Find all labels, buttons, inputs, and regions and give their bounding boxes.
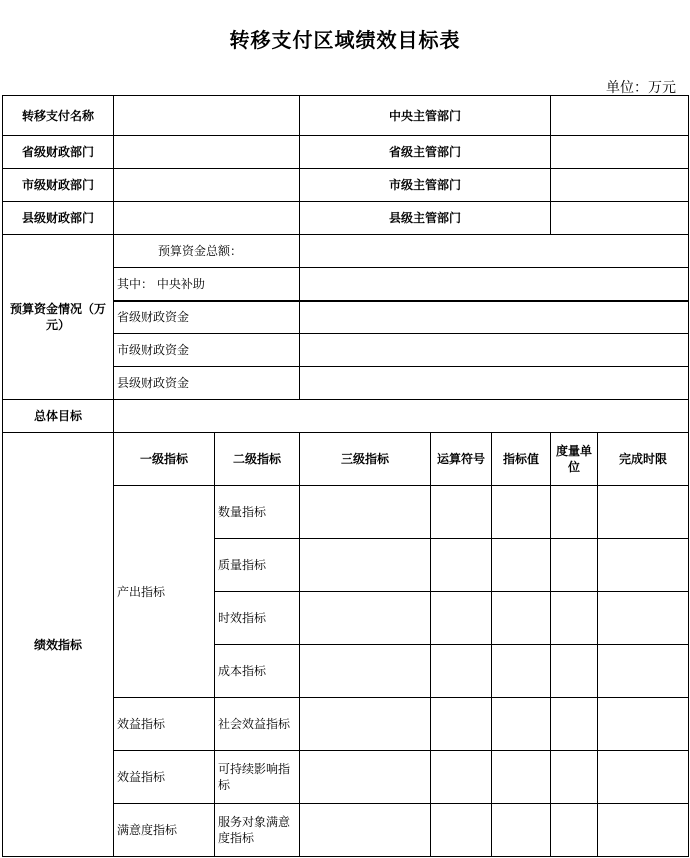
operator-cell[interactable] — [431, 592, 492, 645]
provincial-finance-label: 省级财政部门 — [3, 136, 114, 169]
sustainable-indicator-label: 可持续影响指标 — [215, 751, 300, 804]
level3-cell[interactable] — [300, 804, 431, 857]
deadline-cell[interactable] — [598, 804, 689, 857]
city-dept-label: 市级主管部门 — [300, 169, 551, 202]
level3-cell[interactable] — [300, 751, 431, 804]
deadline-cell[interactable] — [598, 698, 689, 751]
deadline-cell[interactable] — [598, 751, 689, 804]
central-subsidy-value[interactable] — [300, 268, 689, 301]
table-row — [3, 96, 689, 136]
operator-cell[interactable] — [431, 751, 492, 804]
deadline-cell[interactable] — [598, 539, 689, 592]
value-cell[interactable] — [492, 592, 551, 645]
header-level1: 一级指标 — [114, 433, 215, 486]
benefit-indicator-label: 效益指标 — [114, 698, 215, 751]
unit-cell[interactable] — [551, 751, 598, 804]
value-cell[interactable] — [492, 645, 551, 698]
central-subsidy-label: 其中： 中央补助 — [114, 268, 300, 301]
unit-cell[interactable] — [551, 804, 598, 857]
value-cell[interactable] — [492, 698, 551, 751]
provincial-finance-value[interactable] — [114, 136, 300, 169]
value-cell[interactable] — [492, 804, 551, 857]
header-level2: 二级指标 — [215, 433, 300, 486]
unit-cell[interactable] — [551, 698, 598, 751]
overall-goal-value[interactable] — [114, 400, 689, 433]
level3-cell[interactable] — [300, 539, 431, 592]
budget-total-label: 预算资金总额： — [114, 235, 300, 268]
unit-cell[interactable] — [551, 645, 598, 698]
central-dept-value[interactable] — [551, 96, 689, 136]
unit-cell[interactable] — [551, 486, 598, 539]
level3-cell[interactable] — [300, 698, 431, 751]
table-row — [3, 400, 689, 433]
output-indicator-label: 产出指标 — [114, 486, 215, 698]
satisfaction-indicator-label: 满意度指标 — [114, 804, 215, 857]
value-cell[interactable] — [492, 751, 551, 804]
timeliness-indicator-label: 时效指标 — [215, 592, 300, 645]
level3-cell[interactable] — [300, 486, 431, 539]
central-dept-label: 中央主管部门 — [300, 96, 551, 136]
county-finance-label: 县级财政部门 — [3, 202, 114, 235]
value-cell[interactable] — [492, 539, 551, 592]
deadline-cell[interactable] — [598, 486, 689, 539]
overall-goal-label: 总体目标 — [3, 400, 114, 433]
provincial-dept-label: 省级主管部门 — [300, 136, 551, 169]
operator-cell[interactable] — [431, 698, 492, 751]
performance-goal-table — [2, 95, 689, 857]
level3-cell[interactable] — [300, 645, 431, 698]
city-funds-value[interactable] — [300, 334, 689, 367]
header-level3: 三级指标 — [300, 433, 431, 486]
quality-indicator-label: 质量指标 — [215, 539, 300, 592]
unit-label: 单位：万元 — [606, 80, 676, 96]
county-finance-value[interactable] — [114, 202, 300, 235]
deadline-cell[interactable] — [598, 645, 689, 698]
operator-cell[interactable] — [431, 539, 492, 592]
social-benefit-indicator-label: 社会效益指标 — [215, 698, 300, 751]
header-measure-unit: 度量单位 — [551, 433, 598, 486]
budget-total-value[interactable] — [300, 235, 689, 268]
header-value: 指标值 — [492, 433, 551, 486]
table-row — [3, 235, 689, 268]
county-dept-label: 县级主管部门 — [300, 202, 551, 235]
transfer-name-value[interactable] — [114, 96, 300, 136]
provincial-dept-value[interactable] — [551, 136, 689, 169]
county-funds-value[interactable] — [300, 367, 689, 400]
table-row — [3, 136, 689, 169]
quantity-indicator-label: 数量指标 — [215, 486, 300, 539]
value-cell[interactable] — [492, 486, 551, 539]
city-finance-value[interactable] — [114, 169, 300, 202]
cost-indicator-label: 成本指标 — [215, 645, 300, 698]
benefit-indicator-label: 效益指标 — [114, 751, 215, 804]
transfer-name-label: 转移支付名称 — [3, 96, 114, 136]
provincial-funds-label: 省级财政资金 — [114, 301, 300, 334]
unit-cell[interactable] — [551, 539, 598, 592]
unit-cell[interactable] — [551, 592, 598, 645]
provincial-funds-value[interactable] — [300, 301, 689, 334]
city-funds-label: 市级财政资金 — [114, 334, 300, 367]
county-funds-label: 县级财政资金 — [114, 367, 300, 400]
table-row — [3, 202, 689, 235]
operator-cell[interactable] — [431, 486, 492, 539]
performance-label: 绩效指标 — [3, 433, 114, 857]
city-dept-value[interactable] — [551, 169, 689, 202]
service-satisfaction-indicator-label: 服务对象满意度指标 — [215, 804, 300, 857]
operator-cell[interactable] — [431, 645, 492, 698]
table-row — [3, 169, 689, 202]
budget-label: 预算资金情况（万元） — [3, 235, 114, 400]
table-row — [3, 433, 689, 486]
header-operator: 运算符号 — [431, 433, 492, 486]
level3-cell[interactable] — [300, 592, 431, 645]
city-finance-label: 市级财政部门 — [3, 169, 114, 202]
operator-cell[interactable] — [431, 804, 492, 857]
deadline-cell[interactable] — [598, 592, 689, 645]
county-dept-value[interactable] — [551, 202, 689, 235]
page-title: 转移支付区域绩效目标表 — [229, 28, 461, 52]
header-deadline: 完成时限 — [598, 433, 689, 486]
